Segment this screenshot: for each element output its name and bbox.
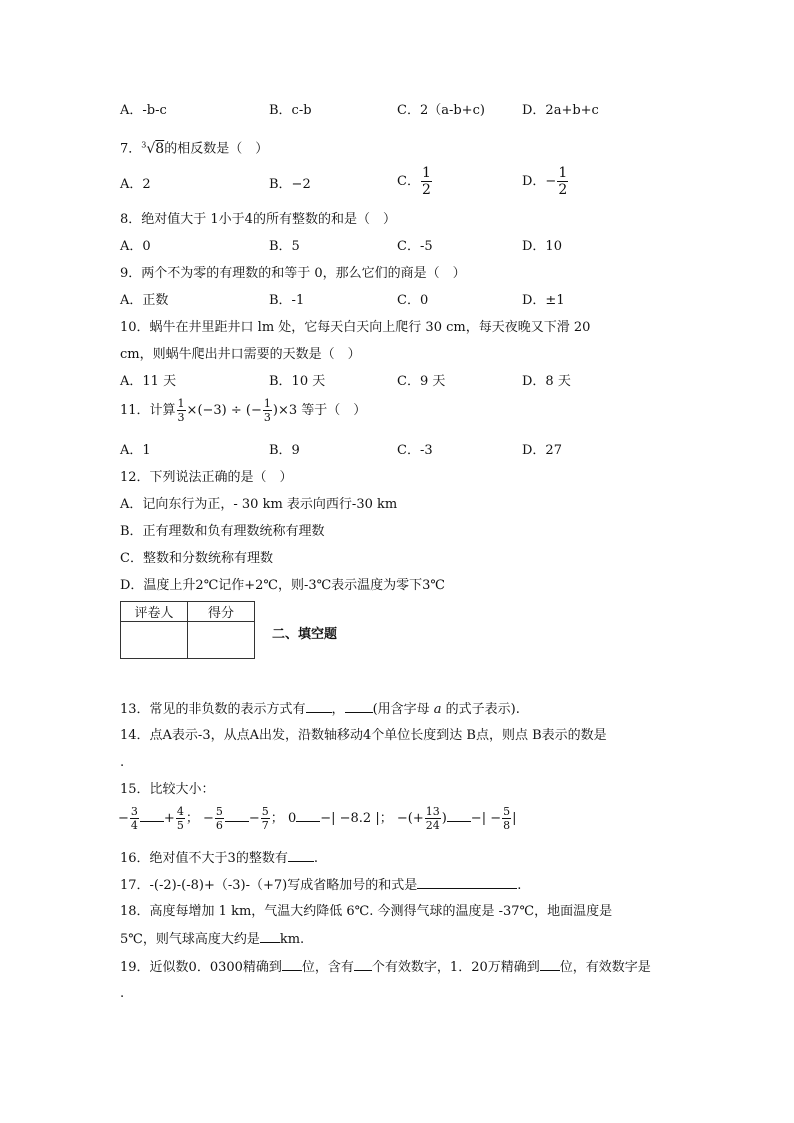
q10-stem-line1: 10．蜗牛在井里距井口 lm 处，它每天白天向上爬行 30 cm，每天夜晚又下滑 20: [120, 320, 591, 335]
q14-stem-line1: 14．点A表示-3，从点A出发，沿数轴移动4个单位长度到达 B点，则点 B表示的数是: [120, 728, 607, 743]
comparison-2: − $\frac{5}{6}$ − $\frac{5}{7}$ ；: [202, 805, 284, 832]
answer-blank[interactable]: [540, 958, 560, 971]
q15-stem: 15．比较大小：: [120, 782, 215, 797]
answer-blank[interactable]: [288, 849, 314, 862]
q7-number: 7．: [120, 141, 142, 157]
q7-text: 的相反数是（ ）: [164, 141, 269, 157]
q12-option-a[interactable]: A．记向东行为正，- 30 km 表示向西行-30 km: [120, 497, 398, 512]
comparison-4: −(+ $\frac{13}{24}$ ) −| − $\frac{5}{8}$ |: [396, 805, 517, 832]
q6-option-b[interactable]: B．c-b: [269, 103, 312, 118]
q9-option-a[interactable]: A．正数: [120, 293, 169, 308]
answer-blank[interactable]: [225, 809, 249, 822]
fraction: $\frac{4}{5}$: [176, 805, 184, 832]
q12-stem: 12．下列说法正确的是（ ）: [120, 470, 293, 485]
q12-option-c[interactable]: C．整数和分数统称有理数: [120, 551, 273, 566]
cube-root-symbol: $^3$√8: [141, 140, 165, 157]
q9-options: [0, 292, 794, 310]
answer-blank[interactable]: [354, 958, 372, 971]
q11-options: [0, 442, 794, 460]
q14-stem-line2: .: [120, 755, 125, 770]
q6-option-a[interactable]: A．-b-c: [120, 103, 167, 118]
q18-stem-line1: 18．高度每增加 1 km，气温大约降低 6℃. 今测得气球的温度是 -37℃，地面温度是: [120, 904, 613, 919]
score-table-header-grader: 评卷人: [121, 602, 188, 622]
q11-option-c[interactable]: C．-3: [397, 443, 433, 458]
q10-option-d[interactable]: D．8 天: [522, 374, 571, 389]
fraction: $\frac{3}{4}$: [130, 805, 138, 832]
q19-stem-line2: .: [120, 986, 125, 1001]
q8-option-d[interactable]: D．10: [522, 239, 562, 254]
q7-option-b[interactable]: B．−2: [269, 177, 311, 192]
q6-options: [0, 102, 794, 120]
q15-comparisons: [118, 806, 517, 831]
fraction: $\frac{1}{2}$: [558, 165, 568, 198]
fraction: $\frac{5}{8}$: [503, 805, 511, 832]
q11-option-a[interactable]: A．1: [120, 443, 151, 458]
fraction: $\frac{5}{7}$: [261, 805, 269, 832]
q9-option-c[interactable]: C．0: [397, 293, 429, 308]
q7-option-a[interactable]: A．2: [120, 177, 151, 192]
answer-blank[interactable]: [417, 876, 517, 889]
q10-option-a[interactable]: A．11 天: [120, 374, 177, 389]
answer-blank[interactable]: [282, 958, 302, 971]
q7-options: [0, 165, 794, 198]
q6-option-d[interactable]: D．2a+b+c: [522, 103, 599, 118]
q9-stem: 9．两个不为零的有理数的和等于 0，那么它们的商是（ ）: [120, 266, 466, 281]
answer-blank[interactable]: [345, 700, 373, 713]
fraction: $\frac{13}{24}$: [425, 805, 440, 832]
q8-stem: 8．绝对值大于 1小于4的所有整数的和是（ ）: [120, 212, 396, 227]
score-table: [120, 601, 255, 659]
score-table-header-score: 得分: [188, 602, 255, 622]
q8-option-b[interactable]: B．5: [269, 239, 300, 254]
q18-stem-line2: 5℃，则气球高度大约是 km.: [120, 932, 305, 947]
fraction: $\frac{1}{2}$: [421, 165, 431, 198]
comparison-1: − $\frac{3}{4}$ + $\frac{4}{5}$ ；: [118, 805, 199, 832]
q13-stem: 13．常见的非负数的表示方式有 ， (用含字母 a 的式子表示).: [120, 702, 520, 717]
q10-option-b[interactable]: B．10 天: [269, 374, 326, 389]
q19-stem-line1: 19．近似数0．0300精确到 位，含有 个有效数字，1．20万精确到 位，有效数字是: [120, 960, 651, 975]
answer-blank[interactable]: [260, 930, 280, 943]
q8-option-c[interactable]: C．-5: [397, 239, 433, 254]
q17-stem: 17．-(-2)-(-8)+（-3)-（+7)写成省略加号的和式是 .: [120, 878, 522, 893]
q8-option-a[interactable]: A．0: [120, 239, 151, 254]
q6-option-c[interactable]: C．2（a-b+c): [397, 103, 485, 118]
fraction: $\frac{5}{6}$: [215, 805, 223, 832]
q16-stem: 16．绝对值不大于3的整数有 .: [120, 851, 318, 866]
q12-option-b[interactable]: B．正有理数和负有理数统称有理数: [120, 524, 325, 539]
q12-option-d[interactable]: D．温度上升2℃记作+2℃，则-3℃表示温度为零下3℃: [120, 578, 445, 593]
answer-blank[interactable]: [306, 700, 332, 713]
q7-stem: [120, 136, 268, 159]
q10-option-c[interactable]: C．9 天: [397, 374, 446, 389]
q7-option-d[interactable]: D．− $\frac{1}{2}$: [522, 165, 568, 198]
answer-blank[interactable]: [140, 809, 164, 822]
q7-option-c[interactable]: C． $\frac{1}{2}$: [397, 165, 431, 198]
q9-option-d[interactable]: D．±1: [522, 293, 565, 308]
fraction: $\frac{1}{3}$: [177, 397, 185, 424]
grader-cell[interactable]: [121, 622, 188, 659]
score-cell[interactable]: [188, 622, 255, 659]
answer-blank[interactable]: [296, 809, 320, 822]
q10-stem-line2: cm，则蜗牛爬出井口需要的天数是（ ）: [120, 347, 361, 362]
q11-option-d[interactable]: D．27: [522, 443, 562, 458]
q11-option-b[interactable]: B．9: [269, 443, 300, 458]
q10-options: [0, 373, 794, 391]
q11-stem: 11．计算 $\frac{1}{3}$ ×(−3) ÷ (− $\frac{1}{3}$ )×3 等于（ ）: [120, 397, 367, 424]
answer-blank[interactable]: [447, 809, 471, 822]
section-title: 二、填空题: [272, 627, 338, 642]
q8-options: [0, 238, 794, 256]
q9-option-b[interactable]: B．-1: [269, 293, 305, 308]
fraction: $\frac{1}{3}$: [263, 397, 271, 424]
comparison-3: 0 −| −8.2 |；: [287, 811, 393, 826]
